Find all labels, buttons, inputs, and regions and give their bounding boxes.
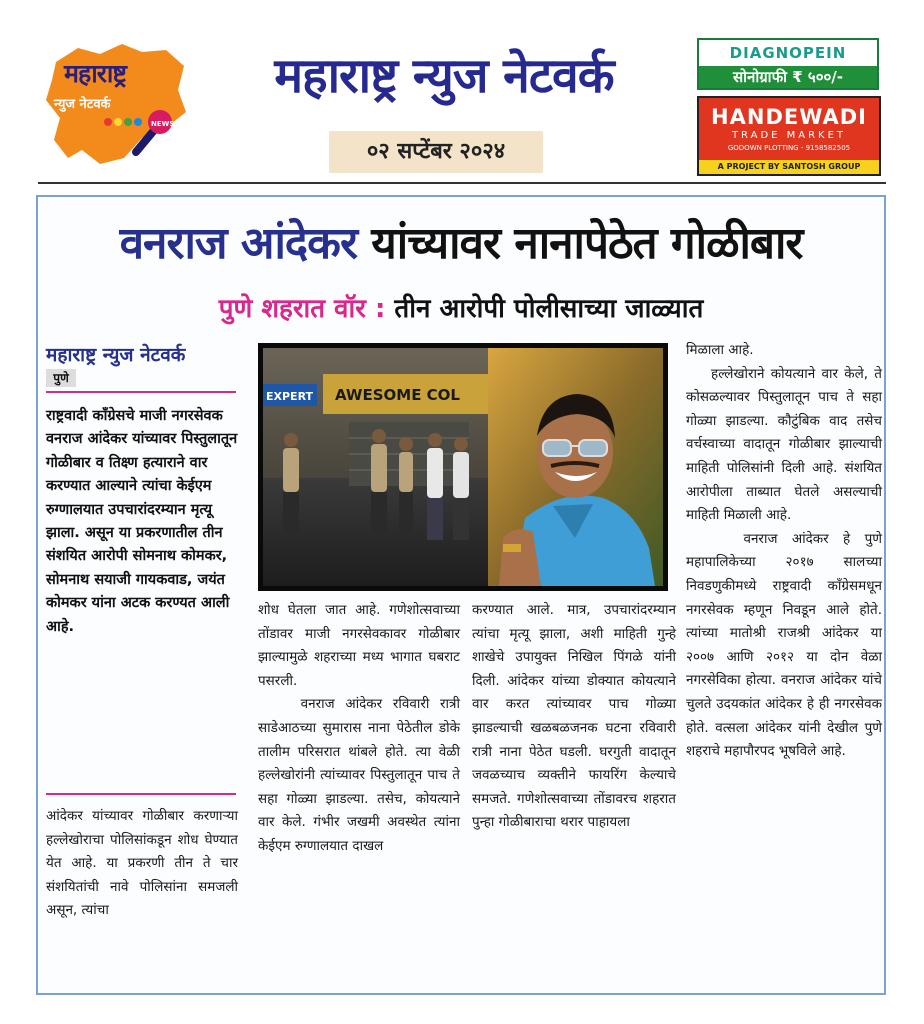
ad-handewadi-strip: A PROJECT BY SANTOSH GROUP [699,160,879,174]
byline-divider [46,391,236,393]
svg-text:NEWS: NEWS [151,120,175,128]
newspaper-title: महाराष्ट्र न्युज नेटवर्क [274,48,614,104]
article-frame [36,195,886,995]
article-headline [38,211,884,271]
column-2-body [258,599,460,859]
column-3-body: करण्यात आले. मात्र, उपचारांदरम्यान त्यांचा मृत्यू झाला, अशी माहिती गुन्हे शाखेचे उपायुक्त निखिल पिंगळे यांनी दिली. आंदेकर यांच्या डोक्यात कोयत्याने वार करत त्यांच्यावर पाच गोळ्या झाडल्याची खळबळजनक घटना रविवारी रात्री नाना पेठेत घडली. घरगुती वादातून जवळच्याच व्यक्तीने फायरिंग केल्याचे समजते. गणेशोत्सवाच्या तोंडावरच शहरात पुन्हा गोळीबाराचा थरार पाहायला [472,602,676,831]
article-intro: राष्ट्रवादी काँग्रेसचे माजी नगरसेवक वनराज आंदेकर यांच्यावर पिस्तुलातून गोळीबार व तिक्ष्ण हत्याराने वार करण्यात आल्याने त्यांचा केईएम रुग्णालयात उपचारांदरम्यान मृत्यू झाला. असून या प्रकरणातील तीन संशयित आरोपी सोमनाथ कोमकर, सोमनाथ सयाजी गायकवाड, जयंत कोमकर यांना अटक करण्यत आली आहे. [46,408,238,635]
masthead-divider [38,182,886,184]
column-4-para-3: वनराज आंदेकर हे पुणे महापालिकेच्या २०१७ सालच्या निवडणुकीमध्ये राष्ट्रवादी काँग्रेसमधून नगरसेवक म्हणून निवडून आले होते. त्यांच्या मातोश्री राजश्री आंदेकर या २००७ आणि २०१२ या दोन वेळा नगरसेविका होत्या. वनराज आंदेकर यांचे चुलते उदयकांत आंदेकर हे ही नगरसेवक होते. वत्सला आंदेकर यांनी देखील पुणे शहराचे महापौरपद भूषविले आहे. [686,530,882,760]
logo-subtitle: न्युज नेटवर्क [54,97,111,112]
column-4-para-2: हल्लेखोराने कोयत्याने वार केले, ते कोसळल्यावर पिस्तुलातून पाच ते सहा गोळ्या झाडल्या. कौटुंबिक वाद तसेच वर्चस्वाच्या वादातून गोळीबार झाल्याची माहिती पोलिसांनी दिली आहे. संशयित आरोपीला ताब्यात घेतले असल्याची माहिती मिळाली आहे. [686,365,882,524]
article-photo [258,343,668,591]
subhead-label: पुणे शहरात वॉर : [218,294,386,324]
masthead [0,0,924,186]
article-subheadline [38,289,884,325]
headline-name: वनराज आंदेकर [119,218,357,269]
headline-rest: यांच्यावर नानापेठेत गोळीबार [371,218,803,269]
ad-diagnopein-offer: सोनोग्राफी ₹ ५००/- [699,66,877,88]
intro-divider [46,793,236,795]
byline: महाराष्ट्र न्युज नेटवर्क [46,344,186,366]
newspaper-logo [38,40,190,170]
logo-title: महाराष्ट्र [64,59,127,88]
shop-sign-expert: EXPERT [266,390,314,403]
ad-diagnopein-name: DIAGNOPEIN [729,44,847,62]
dateline-badge: पुणे [46,369,76,387]
column-4-para-1: मिळाला आहे. [686,342,754,358]
column-2-para-1: शोध घेतला जात आहे. गणेशोत्सवाच्या तोंडावर माजी नगरसेवकावर गोळीबार झाल्यामुळे शहराच्या मध्य भागात घबराट पसरली. [258,602,460,689]
column-4-body [686,339,882,764]
issue-date: ०२ सप्टेंबर २०२४ [329,131,543,173]
column-1-body: आंदेकर यांच्यावर गोळीबार करणाऱ्या हल्लेखोराचा पोलिसांकडून शोध घेण्यात येत आहे. या प्रकरणी तीन ते चार संशयितांची नावे पोलिसांना समजली असून, त्यांचा [46,808,238,919]
shop-sign-awesome: AWESOME COL [335,386,460,404]
ad-handewadi-sub: TRADE MARKET [731,130,847,141]
ad-handewadi-contact: GODOWN PLOTTING - 9158582505 [727,144,851,152]
ad-handewadi-name: HANDEWADI [711,105,867,129]
subhead-text: तीन आरोपी पोलीसाच्या जाळ्यात [394,294,704,324]
news-photo-image [263,348,663,586]
column-2-para-2: वनराज आंदेकर रविवारी रात्री साडेआठच्या सुमारास नाना पेठेतील डोके तालीम परिसरात थांबले होते. त्या वेळी हल्लेखोरांनी त्यांच्यावर पिस्तुलातून पाच ते सहा गोळ्या झाडल्या. तसेच, कोयत्याने वार केले. गंभीर जखमी अवस्थेत त्यांना केईएम रुग्णालयात दाखल [258,696,460,854]
ad-handewadi[interactable] [697,96,881,176]
ad-diagnopein[interactable] [697,38,879,90]
